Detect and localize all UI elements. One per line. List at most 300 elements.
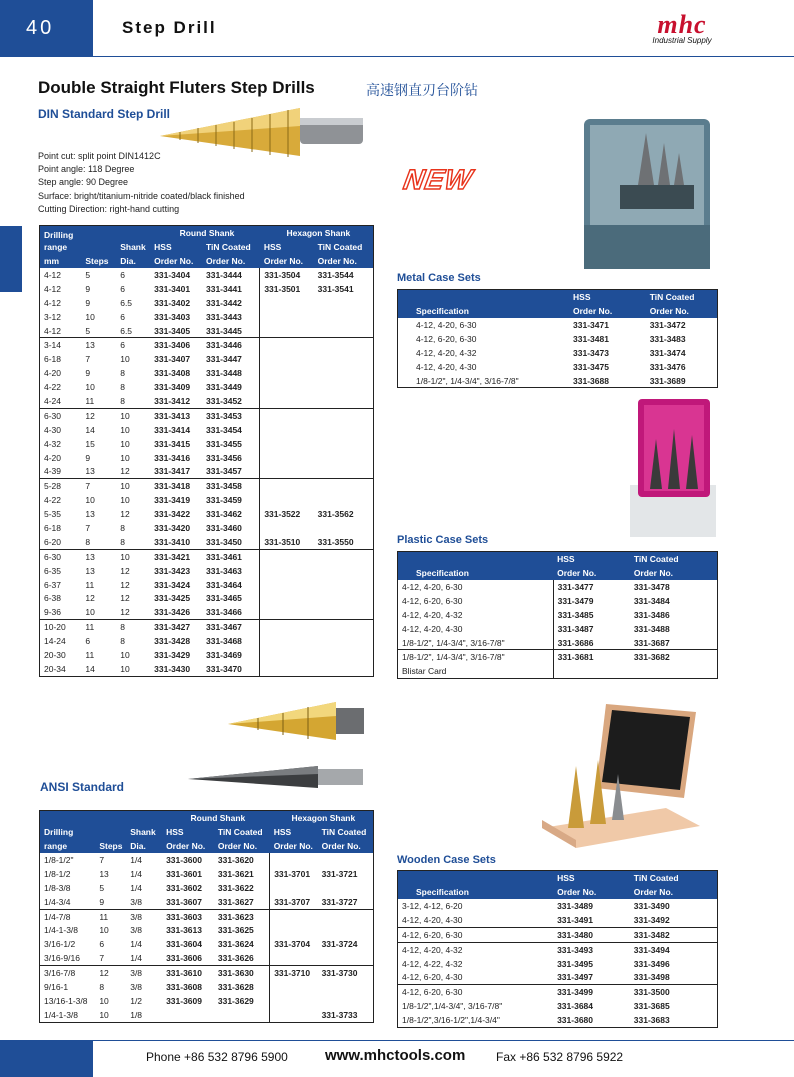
table-cell: [314, 338, 374, 352]
table-cell: 1/8-1/2", 1/4-3/4", 3/16-7/8": [398, 650, 554, 664]
table-cell: 331-3483: [649, 333, 686, 344]
table-cell: 4-12, 6-20, 4-30: [402, 972, 463, 983]
table-cell: 1/4: [130, 939, 143, 950]
table-cell: [314, 310, 374, 324]
table-row: [40, 338, 374, 352]
table-row: [40, 578, 374, 592]
table-cell: 331-3687: [633, 637, 670, 648]
table-row: [40, 282, 374, 296]
table-cell: 12: [85, 593, 95, 604]
table-cell: 331-3477: [557, 581, 594, 592]
table-cell: 331-3492: [633, 914, 670, 925]
table-cell: 331-3733: [321, 1009, 358, 1020]
metal-case-heading: Metal Case Sets: [397, 272, 481, 284]
table-cell: 10: [116, 408, 150, 422]
table-cell: 331-3458: [202, 479, 260, 493]
table-row: [40, 535, 374, 549]
table-cell: 4-12: [44, 283, 62, 294]
table-row: [398, 622, 718, 636]
table-row: [398, 360, 718, 374]
table-cell: 10: [99, 925, 109, 936]
table-cell: 331-3472: [649, 319, 686, 330]
table-cell: 331-3704: [274, 939, 311, 950]
table-cell: 7: [85, 522, 91, 533]
metal-table-body: [398, 318, 718, 388]
table-cell: 9: [85, 297, 91, 308]
din-table-body: [40, 268, 374, 676]
col-header-blank: [95, 811, 126, 826]
table-cell: 331-3608: [166, 981, 202, 992]
table-cell: [260, 437, 314, 451]
table-cell: 4-20: [44, 368, 62, 379]
step-drill-images: [188, 686, 368, 790]
col-header: HSS: [553, 552, 630, 567]
table-cell: 331-3444: [202, 268, 260, 282]
table-cell: 6-37: [44, 579, 62, 590]
table-cell: 6-30: [40, 408, 82, 422]
table-cell: 10: [116, 479, 150, 493]
table-cell: [270, 909, 318, 923]
table-cell: 10: [85, 311, 95, 322]
plastic-case-photo: [626, 395, 718, 541]
table-cell: 331-3464: [202, 578, 260, 592]
table-cell: [260, 648, 314, 662]
table-cell: 8: [85, 536, 91, 547]
table-cell: 331-3485: [557, 609, 594, 620]
col-header: mm: [40, 254, 82, 268]
table-cell: 331-3418: [150, 479, 202, 493]
table-cell: 5: [99, 882, 105, 893]
table-row: [398, 942, 718, 956]
table-cell: 13: [85, 565, 95, 576]
table-row: [398, 913, 718, 927]
table-cell: 7: [85, 354, 91, 365]
table-cell: 6.5: [120, 297, 133, 308]
table-cell: 11: [85, 579, 95, 590]
col-header: HSS: [569, 290, 646, 305]
table-row: [40, 521, 374, 535]
page-title: Double Straight Fluters Step Drills: [38, 78, 315, 97]
table-cell: 9-36: [44, 607, 62, 618]
table-cell: 1/2: [130, 995, 143, 1006]
table-cell: 6: [85, 636, 91, 647]
table-row: [40, 324, 374, 338]
col-header: Order No.: [150, 254, 202, 268]
table-cell: 6-18: [44, 522, 62, 533]
table-cell: 3/16-9/16: [44, 953, 80, 964]
table-cell: 331-3468: [202, 634, 260, 648]
table-cell: [314, 564, 374, 578]
table-row: [40, 479, 374, 493]
table-cell: 3/8: [130, 896, 143, 907]
spec-line: Point cut: split point DIN1412C: [38, 151, 161, 161]
table-cell: 331-3467: [202, 620, 260, 634]
table-cell: 14: [85, 663, 95, 674]
table-cell: 331-3476: [649, 361, 686, 372]
col-header: [398, 552, 554, 567]
table-cell: 4-32: [44, 438, 62, 449]
table-row: [40, 994, 374, 1008]
table-cell: [318, 909, 374, 923]
table-cell: 331-3470: [202, 662, 260, 676]
col-header: Dia.: [116, 254, 150, 268]
col-header: Drilling: [40, 825, 96, 839]
table-row: [40, 423, 374, 437]
table-row: [40, 662, 374, 676]
table-cell: 4-12: [44, 269, 62, 280]
table-cell: 331-3491: [557, 914, 593, 925]
round-shank-header: Round Shank: [150, 226, 260, 241]
table-row: [398, 985, 718, 999]
table-cell: [314, 493, 374, 507]
table-cell: 331-3685: [633, 1001, 670, 1012]
table-cell: 331-3480: [553, 927, 630, 942]
table-cell: 4-12, 4-20, 4-30: [402, 914, 463, 925]
table-cell: 10: [85, 607, 95, 618]
spec-line: Point angle: 118 Degree: [38, 164, 135, 175]
table-cell: [314, 451, 374, 465]
table-cell: 4-12: [44, 297, 62, 308]
table-cell: [630, 664, 718, 678]
table-cell: 12: [95, 966, 126, 980]
table-cell: [270, 951, 318, 965]
table-cell: 10: [120, 424, 130, 435]
table-row: [398, 594, 718, 608]
table-cell: 9: [85, 283, 91, 294]
side-tab-marker: [0, 226, 22, 292]
table-cell: 8: [99, 981, 105, 992]
col-header: Order No.: [630, 885, 718, 899]
table-row: [40, 909, 374, 923]
col-header: Drilling: [40, 226, 82, 241]
table-cell: 331-3465: [202, 591, 260, 605]
table-cell: 331-3607: [166, 896, 202, 907]
table-cell: 6: [120, 311, 125, 322]
logo-text: mhc: [657, 10, 707, 39]
table-cell: 4-39: [44, 466, 62, 477]
table-cell: 4-12, 4-20, 6-30: [398, 580, 554, 594]
table-cell: [314, 662, 374, 676]
table-cell: 4-12, 4-20, 4-32: [398, 942, 554, 956]
table-cell: 10: [120, 649, 130, 660]
table-cell: 12: [120, 593, 130, 604]
table-cell: 331-3402: [154, 297, 191, 308]
col-header-blank: [126, 811, 162, 826]
table-cell: 1/4: [130, 953, 143, 964]
table-row: [398, 957, 718, 971]
table-cell: [314, 408, 374, 422]
table-cell: 10: [120, 354, 130, 365]
table-cell: 331-3401: [154, 283, 191, 294]
table-cell: 331-3445: [202, 324, 260, 338]
table-cell: 331-3510: [264, 536, 301, 547]
table-cell: 5: [85, 325, 91, 336]
table-cell: 10: [120, 452, 130, 463]
metal-case-photo: [576, 113, 718, 279]
table-cell: [260, 605, 314, 619]
table-cell: 331-3493: [553, 942, 630, 956]
table-row: [40, 853, 374, 867]
table-cell: 331-3682: [630, 650, 718, 664]
table-cell: 20-30: [44, 649, 66, 660]
table-cell: [318, 923, 374, 937]
table-cell: 331-3474: [649, 347, 686, 358]
col-header: Specification: [398, 566, 554, 580]
website-link[interactable]: www.mhctools.com: [325, 1047, 466, 1064]
col-header: TiN Coated: [318, 825, 374, 839]
table-cell: 4-12, 6-20, 6-30: [416, 333, 477, 344]
table-cell: 331-3405: [154, 325, 191, 336]
table-cell: [318, 980, 374, 994]
footer-block: [0, 1040, 93, 1077]
table-row: [40, 605, 374, 619]
col-header: Shank: [126, 825, 162, 839]
table-cell: 14-24: [44, 636, 66, 647]
table-cell: 331-3430: [154, 663, 191, 674]
spec-line: Cutting Direction: right-hand cutting: [38, 203, 180, 214]
table-cell: [318, 881, 374, 895]
table-cell: 331-3613: [166, 925, 202, 936]
table-row: [398, 927, 718, 942]
col-header: Shank: [116, 240, 150, 254]
table-row: [40, 380, 374, 394]
table-cell: 331-3426: [154, 607, 191, 618]
table-cell: 331-3449: [202, 380, 260, 394]
table-cell: Blistar Card: [398, 664, 554, 678]
table-cell: [270, 923, 318, 937]
table-row: [40, 352, 374, 366]
col-header: Order No.: [569, 304, 646, 318]
table-cell: 331-3681: [553, 650, 630, 664]
table-cell: 3-12, 4-12, 6-20: [402, 900, 463, 911]
spec-line: Surface: bright/titanium-nitride coated/black finished: [38, 190, 245, 201]
table-cell: 1/4-3/4: [44, 896, 71, 907]
table-cell: 3-12: [44, 311, 62, 322]
plastic-case-heading: Plastic Case Sets: [397, 534, 489, 546]
col-header: Order No.: [162, 839, 214, 853]
table-cell: 331-3425: [154, 593, 191, 604]
table-cell: 331-3441: [202, 282, 260, 296]
table-cell: 331-3461: [202, 549, 260, 563]
table-cell: 331-3478: [633, 581, 670, 592]
table-cell: 331-3446: [202, 338, 260, 352]
table-row: [398, 899, 718, 913]
col-header: [81, 240, 116, 254]
table-cell: 331-3457: [202, 464, 260, 478]
table-cell: 8: [120, 368, 125, 379]
col-header: Order No.: [630, 566, 718, 580]
table-cell: [314, 591, 374, 605]
table-cell: 6-30: [40, 549, 82, 563]
col-header: Order No.: [314, 254, 374, 268]
metal-case-table: [397, 289, 718, 388]
table-cell: 1/4-7/8: [40, 909, 96, 923]
fax-number: Fax +86 532 8796 5922: [496, 1050, 624, 1064]
table-row: [398, 636, 718, 650]
col-header: Order No.: [646, 304, 718, 318]
table-cell: 3-14: [40, 338, 82, 352]
table-cell: 331-3424: [154, 579, 191, 590]
ansi-order-table: [39, 810, 374, 1023]
table-cell: 331-3413: [150, 408, 202, 422]
table-cell: [260, 324, 314, 338]
table-cell: [260, 591, 314, 605]
table-cell: [260, 521, 314, 535]
table-row: [398, 580, 718, 594]
table-cell: 12: [120, 579, 130, 590]
table-cell: 331-3604: [166, 939, 202, 950]
table-cell: [318, 853, 374, 867]
table-cell: 8: [120, 382, 125, 393]
table-cell: 331-3417: [154, 466, 191, 477]
table-cell: 12: [120, 565, 130, 576]
table-cell: [260, 549, 314, 563]
table-cell: 331-3610: [162, 966, 214, 980]
col-header: TiN Coated: [214, 825, 270, 839]
table-cell: 331-3421: [150, 549, 202, 563]
wooden-case-heading: Wooden Case Sets: [397, 854, 496, 866]
table-cell: [314, 634, 374, 648]
table-row: [398, 608, 718, 622]
table-cell: 1/8-1/2: [44, 868, 71, 879]
table-cell: 9/16-1: [44, 981, 69, 992]
header-divider: [93, 56, 794, 57]
table-cell: 3/8: [130, 925, 143, 936]
table-row: [398, 1013, 718, 1027]
table-cell: 4-22: [44, 495, 62, 506]
table-cell: 331-3428: [154, 636, 191, 647]
table-cell: 1/8-1/2", 1/4-3/4", 3/16-7/8": [398, 636, 554, 650]
table-cell: 331-3562: [317, 509, 354, 520]
col-header: Specification: [398, 304, 570, 318]
table-cell: 331-3497: [557, 972, 593, 983]
table-cell: 9: [99, 896, 105, 907]
table-cell: [260, 296, 314, 310]
table-cell: 331-3490: [633, 900, 670, 911]
table-row: [398, 970, 718, 984]
table-cell: 331-3620: [214, 853, 270, 867]
table-cell: 331-3488: [633, 623, 670, 634]
table-cell: 3/8: [130, 981, 143, 992]
table-cell: 10: [85, 495, 95, 506]
table-cell: 331-3486: [633, 609, 670, 620]
table-row: [40, 867, 374, 881]
table-row: [40, 966, 374, 980]
table-row: [40, 437, 374, 451]
ansi-table-body: [40, 853, 374, 1022]
table-cell: 331-3427: [150, 620, 202, 634]
table-cell: [260, 394, 314, 408]
col-header: Order No.: [214, 839, 270, 853]
table-cell: 7: [99, 953, 105, 964]
table-cell: [314, 423, 374, 437]
table-cell: 331-3416: [154, 452, 191, 463]
table-cell: 12: [120, 509, 130, 520]
table-cell: 8: [120, 536, 125, 547]
new-badge: NEW: [401, 164, 476, 195]
table-cell: 331-3701: [274, 868, 311, 879]
table-row: [40, 268, 374, 282]
col-header: [398, 290, 570, 305]
table-cell: 3/16-1/2: [44, 939, 76, 950]
table-cell: 331-3629: [214, 994, 270, 1008]
table-cell: [314, 394, 374, 408]
col-header: [95, 825, 126, 839]
table-cell: 10: [99, 1009, 109, 1020]
table-cell: 1/8-1/2",1/4-3/4", 3/16-7/8": [402, 1001, 503, 1012]
round-shank-header: Round Shank: [162, 811, 270, 826]
col-header: TiN Coated: [314, 240, 374, 254]
table-cell: [314, 437, 374, 451]
table-cell: 331-3622: [214, 881, 270, 895]
col-header: HSS: [150, 240, 202, 254]
table-row: [40, 310, 374, 324]
table-cell: 11: [85, 395, 95, 406]
table-cell: 1/8-3/8: [44, 882, 71, 893]
table-cell: 4-12, 4-20, 4-30: [416, 361, 477, 372]
table-cell: 331-3609: [166, 995, 202, 1006]
table-cell: [260, 451, 314, 465]
table-cell: [270, 980, 318, 994]
table-cell: 331-3550: [317, 536, 354, 547]
table-row: [398, 332, 718, 346]
mhc-logo: [646, 10, 718, 46]
table-cell: [318, 951, 374, 965]
table-row: [398, 346, 718, 360]
col-header-blank: [81, 226, 116, 241]
table-cell: 331-3627: [214, 895, 270, 909]
table-cell: 8: [120, 395, 125, 406]
table-cell: 331-3623: [214, 909, 270, 923]
table-row: [40, 1008, 374, 1022]
table-cell: 331-3630: [214, 966, 270, 980]
table-cell: [260, 479, 314, 493]
table-cell: 3/8: [126, 909, 162, 923]
table-row: [40, 895, 374, 909]
table-cell: 10: [116, 549, 150, 563]
table-cell: 331-3603: [162, 909, 214, 923]
table-cell: [314, 578, 374, 592]
table-cell: 12: [81, 408, 116, 422]
table-cell: [260, 408, 314, 422]
table-cell: 331-3689: [649, 375, 686, 386]
table-cell: 331-3494: [630, 942, 718, 956]
table-cell: 331-3495: [557, 958, 593, 969]
table-cell: 331-3730: [318, 966, 374, 980]
table-cell: 6: [116, 338, 150, 352]
col-header: Order No.: [318, 839, 374, 853]
table-cell: 331-3544: [317, 269, 354, 280]
table-cell: 331-3499: [553, 985, 630, 999]
table-cell: 7: [81, 479, 116, 493]
table-cell: 4-12, 6-20, 6-30: [398, 927, 554, 942]
table-cell: 6-35: [44, 565, 62, 576]
col-header: HSS: [270, 825, 318, 839]
table-cell: 331-3624: [214, 937, 270, 951]
table-cell: 331-3409: [154, 382, 191, 393]
table-cell: 331-3453: [202, 408, 260, 422]
table-cell: 331-3469: [202, 648, 260, 662]
col-header: TiN Coated: [202, 240, 260, 254]
table-cell: 331-3423: [154, 565, 191, 576]
table-cell: [314, 352, 374, 366]
table-cell: [260, 578, 314, 592]
col-header: Order No.: [270, 839, 318, 853]
plastic-table-body: [398, 580, 718, 679]
table-cell: 331-3466: [202, 605, 260, 619]
table-cell: 331-3475: [573, 361, 609, 372]
table-cell: 4-12: [44, 325, 62, 336]
